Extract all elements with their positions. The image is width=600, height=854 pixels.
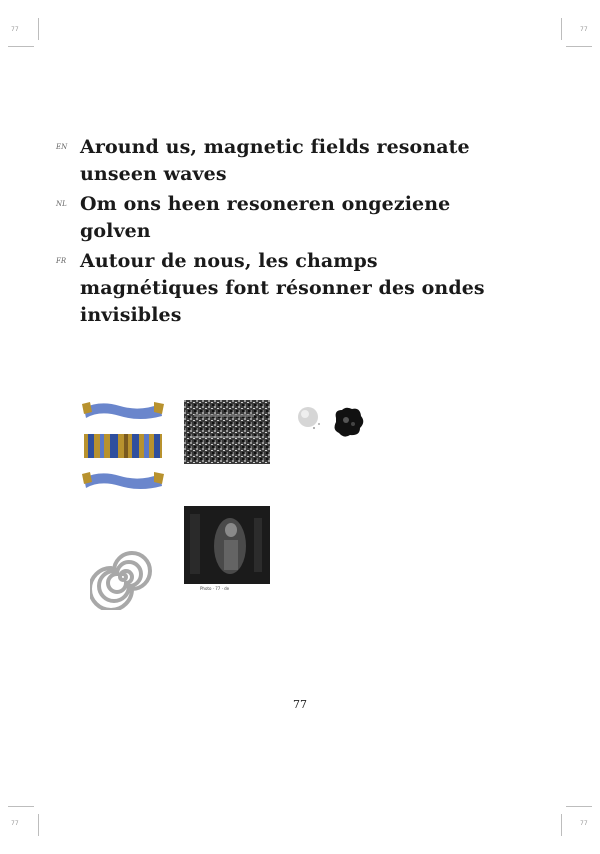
entry-text: Around us, magnetic fields resonate unseen waves [80,136,470,185]
dark-photo-image [184,506,270,584]
crop-mark-label: 77 [11,26,19,33]
entry-nl [56,191,516,245]
banner-illustration [80,398,166,494]
crop-mark-bottom-right-v [561,814,562,836]
lang-code: NL [56,200,67,208]
photo-caption: Photo · 77 · de [200,586,230,591]
gray-orb-image [294,404,324,434]
lang-code: FR [56,257,67,265]
translation-list [56,134,516,332]
crop-mark-label: 77 [11,820,19,827]
page-number: 77 [293,698,307,711]
crop-mark-top-left-h [8,46,34,47]
entry-en [56,134,516,188]
crop-mark-bottom-left-h [8,806,34,807]
crop-mark-label: 77 [580,26,588,33]
spiral-image [90,544,156,610]
ink-blot-image [330,404,366,440]
entry-text: Om ons heen resoneren ongeziene golven [80,193,451,242]
entry-fr [56,248,516,329]
crop-mark-bottom-right-h [566,806,592,807]
crop-mark-top-right-v [561,18,562,40]
crop-mark-bottom-left-v [38,814,39,836]
lang-code: EN [56,143,68,151]
crop-mark-label: 77 [580,820,588,827]
crop-mark-top-right-h [566,46,592,47]
crop-mark-top-left-v [38,18,39,40]
entry-text: Autour de nous, les champs magnétiques font résonner des ondes invisibles [80,250,485,326]
noise-texture-image [184,400,270,464]
